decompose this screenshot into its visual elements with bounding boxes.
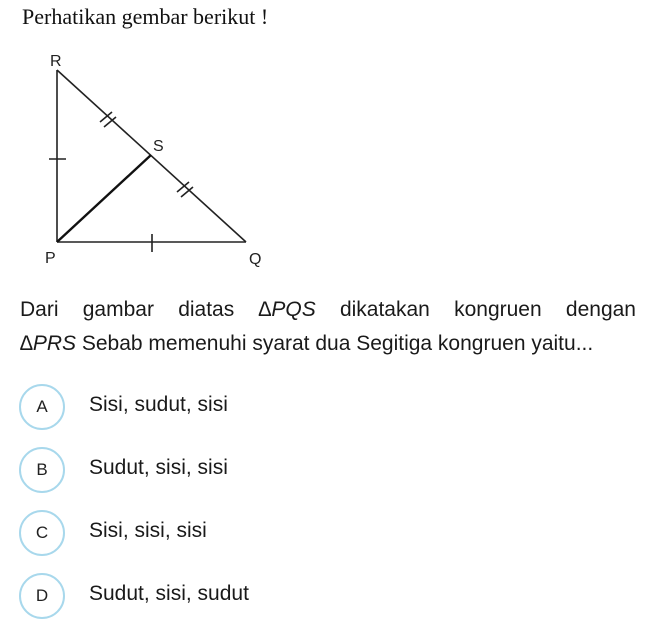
option-a-text: Sisi, sudut, sisi bbox=[89, 393, 228, 416]
option-c[interactable] bbox=[19, 510, 619, 556]
triangle-pqs: ∆PQS bbox=[258, 298, 316, 321]
segment-ps bbox=[57, 155, 151, 242]
question-suffix: Sebab memenuhi syarat dua Segitiga kongruen yaitu... bbox=[81, 332, 594, 355]
vertex-label-s: S bbox=[153, 138, 164, 155]
option-a-letter[interactable]: A bbox=[19, 384, 65, 430]
double-tick-rs bbox=[100, 112, 116, 127]
option-d-text: Sudut, sisi, sudut bbox=[89, 582, 249, 605]
option-c-letter[interactable]: C bbox=[19, 510, 65, 556]
option-d-letter[interactable]: D bbox=[19, 573, 65, 619]
question-text bbox=[20, 293, 636, 361]
vertex-label-p: P bbox=[45, 250, 56, 267]
option-b[interactable] bbox=[19, 447, 619, 493]
triangle-prs: ∆PRS bbox=[20, 332, 77, 355]
question-line-2 bbox=[20, 327, 636, 361]
option-d[interactable] bbox=[19, 573, 619, 619]
instruction-heading: Perhatikan gembar berikut ! bbox=[22, 4, 269, 29]
option-a[interactable] bbox=[19, 384, 619, 430]
triangle-figure bbox=[0, 40, 300, 280]
double-tick-sq bbox=[177, 182, 193, 197]
question-middle: dikatakan kongruen dengan bbox=[339, 298, 636, 321]
question-prefix: Dari gambar diatas bbox=[20, 298, 235, 321]
option-c-text: Sisi, sisi, sisi bbox=[89, 519, 207, 542]
question-line-1 bbox=[20, 293, 636, 327]
option-b-text: Sudut, sisi, sisi bbox=[89, 456, 228, 479]
vertex-label-q: Q bbox=[249, 251, 262, 268]
vertex-label-r: R bbox=[50, 53, 62, 70]
option-b-letter[interactable]: B bbox=[19, 447, 65, 493]
